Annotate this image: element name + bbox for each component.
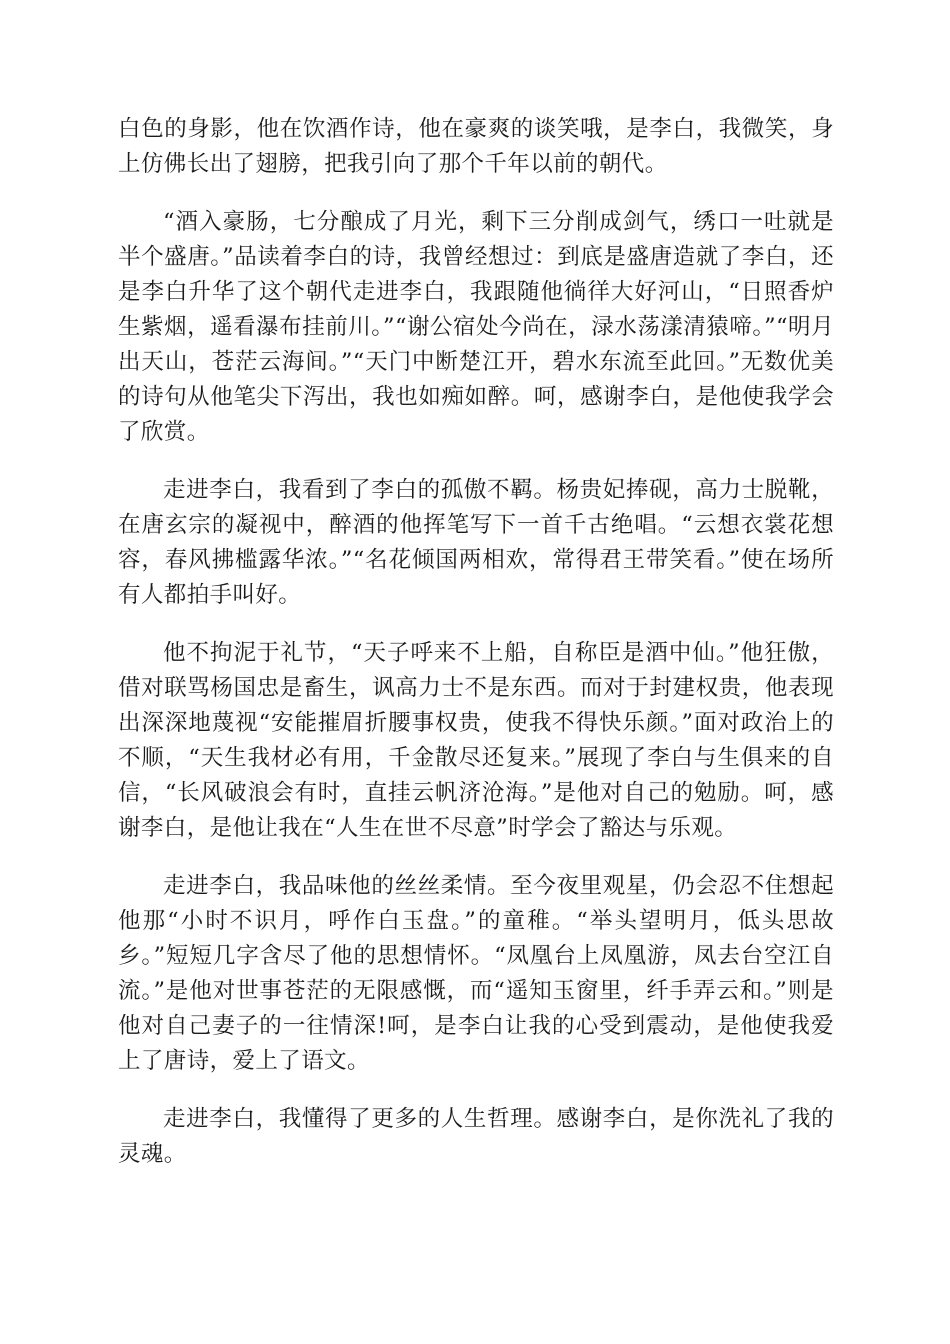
document-page — [118, 112, 834, 1195]
paragraph-1: 白色的身影，他在饮酒作诗，他在豪爽的谈笑哦，是李白，我微笑，身上仿佛长出了翅膀，把我引向了那个千年以前的朝代。 — [118, 116, 834, 177]
paragraph-5: 走进李白，我品味他的丝丝柔情。至今夜里观星，仍会忍不住想起他那“小时不识月，呼作白玉盘。”的童稚。“举头望明月，低头思故乡。”短短几字含尽了他的思想情怀。“凤凰台上凤凰游，凤去台空江自流。”是他对世事苍茫的无限感慨，而“遥知玉窗里，纤手弄云和。”则是他对自己妻子的一往情深!呵，是李白让我的心受到震动，是他使我爱上了唐诗，爱上了语文。 — [118, 873, 834, 1074]
paragraph-2: “酒入豪肠，七分酿成了月光，剩下三分削成剑气，绣口一吐就是半个盛唐。”品读着李白的诗，我曾经想过：到底是盛唐造就了李白，还是李白升华了这个朝代走进李白，我跟随他徜徉大好河山，“日照香炉生紫烟，遥看瀑布挂前川。”“谢公宿处今尚在，渌水荡漾清猿啼。”“明月出天山，苍茫云海间。”“天门中断楚江开，碧水东流至此回。”无数优美的诗句从他笔尖下泻出，我也如痴如醉。呵，感谢李白，是他使我学会了欣赏。 — [118, 209, 834, 445]
paragraph-6: 走进李白，我懂得了更多的人生哲理。感谢李白，是你洗礼了我的灵魂。 — [118, 1106, 834, 1167]
paragraph-4: 他不拘泥于礼节，“天子呼来不上船，自称臣是酒中仙。”他狂傲，借对联骂杨国忠是畜生，讽高力士不是东西。而对于封建权贵，他表现出深深地蔑视“安能摧眉折腰事权贵，使我不得快乐颜。”面对政治上的不顺，“天生我材必有用，千金散尽还复来。”展现了李白与生俱来的自信，“长风破浪会有时，直挂云帆济沧海。”是他对自己的勉励。呵，感谢李白，是他让我在“人生在世不尽意”时学会了豁达与乐观。 — [118, 640, 834, 841]
paragraph-3: 走进李白，我看到了李白的孤傲不羁。杨贵妃捧砚，高力士脱靴，在唐玄宗的凝视中，醉酒的他挥笔写下一首千古绝唱。“云想衣裳花想容，春风拂槛露华浓。”“名花倾国两相欢，常得君王带笑看。”使在场所有人都拍手叫好。 — [118, 477, 834, 608]
